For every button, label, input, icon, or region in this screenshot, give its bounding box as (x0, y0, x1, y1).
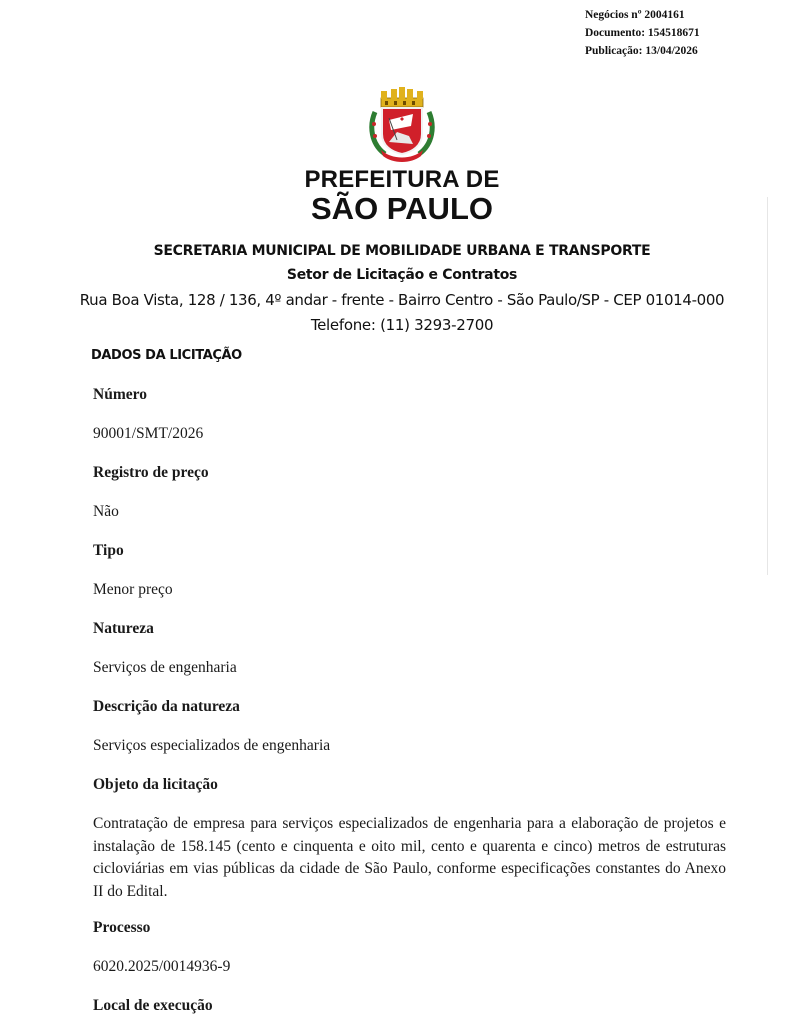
field-value-objeto: Contratação de empresa para serviços especializados de engenharia para a elaboração de projetos e instalação de 158.145 (cento e cinquenta e oito mil, cento e quarenta e cinco) metros de estruturas cicloviárias em vias públicas da cidade de São Paulo, conforme especificações constantes do Anexo II do Edital. (93, 815, 726, 900)
negocios-number: Negócios nº 2004161 (585, 9, 685, 21)
field-value-natureza: Serviços de engenharia (93, 659, 237, 676)
address: Rua Boa Vista, 128 / 136, 4º andar - frente - Bairro Centro - São Paulo/SP - CEP 01014-000 (79, 291, 725, 309)
field-label-registro-preco: Registro de preço (93, 464, 209, 481)
field-value-processo: 6020.2025/0014936-9 (93, 958, 231, 975)
field-value-descricao-natureza: Serviços especializados de engenharia (93, 737, 331, 754)
field-label-numero: Número (93, 386, 147, 403)
field-label-descricao-natureza: Descrição da natureza (93, 698, 240, 715)
setor-name: Setor de Licitação e Contratos (286, 267, 518, 283)
coat-of-arms-icon (367, 84, 437, 164)
documento-number: Documento: 154518671 (585, 27, 700, 39)
field-value-numero: 90001/SMT/2026 (93, 425, 204, 442)
field-label-tipo: Tipo (93, 542, 124, 559)
phone: Telefone: (11) 3293-2700 (310, 316, 494, 334)
prefeitura-logo (0, 84, 804, 164)
brand-line-1: PREFEITURA DE (304, 166, 500, 193)
publicacao-date: Publicação: 13/04/2026 (585, 45, 698, 57)
section-title: DADOS DA LICITAÇÃO (91, 348, 242, 363)
brand-line-2: SÃO PAULO (311, 191, 493, 226)
page-edge-divider (767, 197, 768, 575)
field-label-natureza: Natureza (93, 620, 154, 637)
licitacao-fields (93, 384, 726, 1034)
field-label-local-execucao: Local de execução (93, 997, 213, 1014)
field-value-registro-preco: Não (93, 503, 119, 520)
field-label-objeto: Objeto da licitação (93, 776, 218, 793)
field-label-processo: Processo (93, 919, 151, 936)
field-value-tipo: Menor preço (93, 581, 173, 598)
secretaria-name: SECRETARIA MUNICIPAL DE MOBILIDADE URBANA E TRANSPORTE (153, 243, 651, 259)
document-metadata (585, 6, 700, 60)
